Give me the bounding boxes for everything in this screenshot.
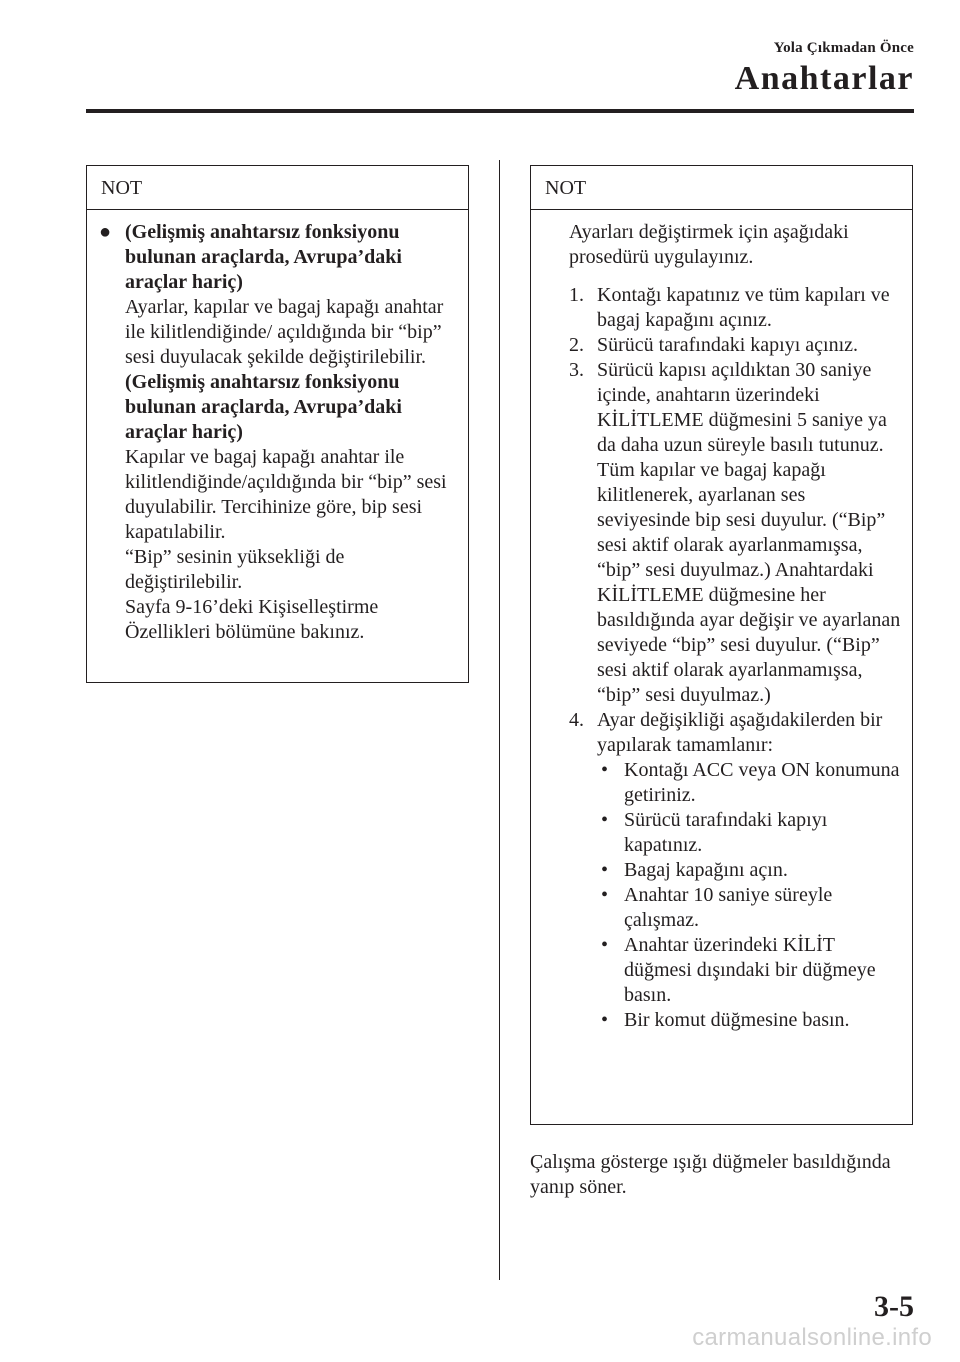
section-label: Yola Çıkmadan Önce (773, 40, 914, 56)
note-condition: (Gelişmiş anahtarsız fonksiyonu bulunan araçlarda, Avrupa’daki araçlar hariç) (125, 371, 402, 443)
note-heading: NOT (531, 166, 912, 210)
body-paragraph: Çalışma gösterge ışığı düğmeler basıldığında yanıp söner. (530, 1151, 891, 1198)
completion-list (597, 758, 902, 1033)
list-item: • Bagaj kapağını açın. (601, 859, 788, 881)
bullet-icon: • (601, 859, 609, 881)
note-text: Ayarlar, kapılar ve bagaj kapağı anahtar ile kilitlendiğinde/ açıldığında bir “bip” sesi duyulacak şekilde değiştirilebilir. (125, 296, 444, 368)
procedure-list (569, 283, 902, 1033)
note-heading: NOT (87, 166, 468, 210)
note-body (531, 210, 912, 1033)
header-rule (86, 109, 914, 113)
bullet-icon: • (601, 884, 609, 906)
procedure-step: 1. Kontağı kapatınız ve tüm kapıları ve bagaj kapağını açınız. (569, 284, 890, 331)
list-item: • Anahtar üzerindeki KİLİT düğmesi dışındaki bir düğmeye basın. (601, 934, 876, 1006)
note-item (99, 220, 458, 645)
list-item: • Bir komut düğmesine basın. (601, 1009, 850, 1031)
watermark-link[interactable]: carmanualsonline.info (692, 1324, 932, 1351)
list-item: • Sürücü tarafındaki kapıyı kapatınız. (601, 809, 828, 856)
note-text: Kapılar ve bagaj kapağı anahtar ile kilitlendiğinde/açıldığında bir “bip” sesi duyulabilir. Tercihinize göre, bip sesi kapatılabilir. (125, 446, 447, 543)
list-item: • Anahtar 10 saniye süreyle çalışmaz. (601, 884, 833, 931)
procedure-step: 3. Sürücü kapısı açıldıktan 30 saniye içinde, anahtarın üzerindeki KİLİTLEME düğmesini 5 saniye ya da daha uzun süreyle basılı tutunuz. Tüm kapılar ve bagaj kapağı kilitlenerek, ayarlanan ses seviyesinde bip sesi duyulur. (“Bip” sesi aktif olarak ayarlanmamışsa, “bip” sesi duyulmaz.) Anahtardaki KİLİTLEME düğmesine her basıldığında ayar değişir ve ayarlanan seviyede “bip” sesi duyulur. (“Bip” sesi aktif olarak ayarlanmamışsa, “bip” sesi duyulmaz.) (569, 359, 901, 706)
bullet-icon: • (601, 934, 609, 956)
note-text: “Bip” sesinin yüksekliği de değiştirilebilir. (125, 546, 345, 593)
bullet-icon: • (601, 759, 609, 781)
column-divider (499, 160, 500, 1280)
note-condition: (Gelişmiş anahtarsız fonksiyonu bulunan araçlarda, Avrupa’daki araçlar hariç) (125, 221, 402, 293)
list-item: • Kontağı ACC veya ON konumuna getiriniz. (601, 759, 900, 806)
procedure-step: 4. Ayar değişikliği aşağıdakilerden bir yapılarak tamamlanır: • Kontağı ACC veya ON konumuna getiriniz. • Sürücü tarafındaki kapıyı kapatınız. • Bagaj kapağını açın. • Anahtar 10 saniye süreyle çalışmaz. • Anahtar üzerindeki KİLİT düğmesi dışındaki bir düğmeye basın. • Bir komut düğmesine basın. (569, 708, 902, 1033)
bullet-icon: • (601, 1009, 609, 1031)
bullet-icon: • (601, 809, 609, 831)
note-box-right (530, 165, 913, 1125)
bullet-icon: ● (99, 221, 112, 243)
note-box-left (86, 165, 469, 683)
note-body (87, 210, 468, 645)
note-intro: Ayarları değiştirmek için aşağıdaki prosedürü uygulayınız. (569, 221, 849, 268)
page-title: Anahtarlar (734, 60, 914, 97)
procedure-step: 2. Sürücü tarafındaki kapıyı açınız. (569, 334, 859, 356)
page-number: 3-5 (874, 1290, 914, 1323)
note-text: Sayfa 9-16’deki Kişiselleştirme Özellikleri bölümüne bakınız. (125, 596, 379, 643)
